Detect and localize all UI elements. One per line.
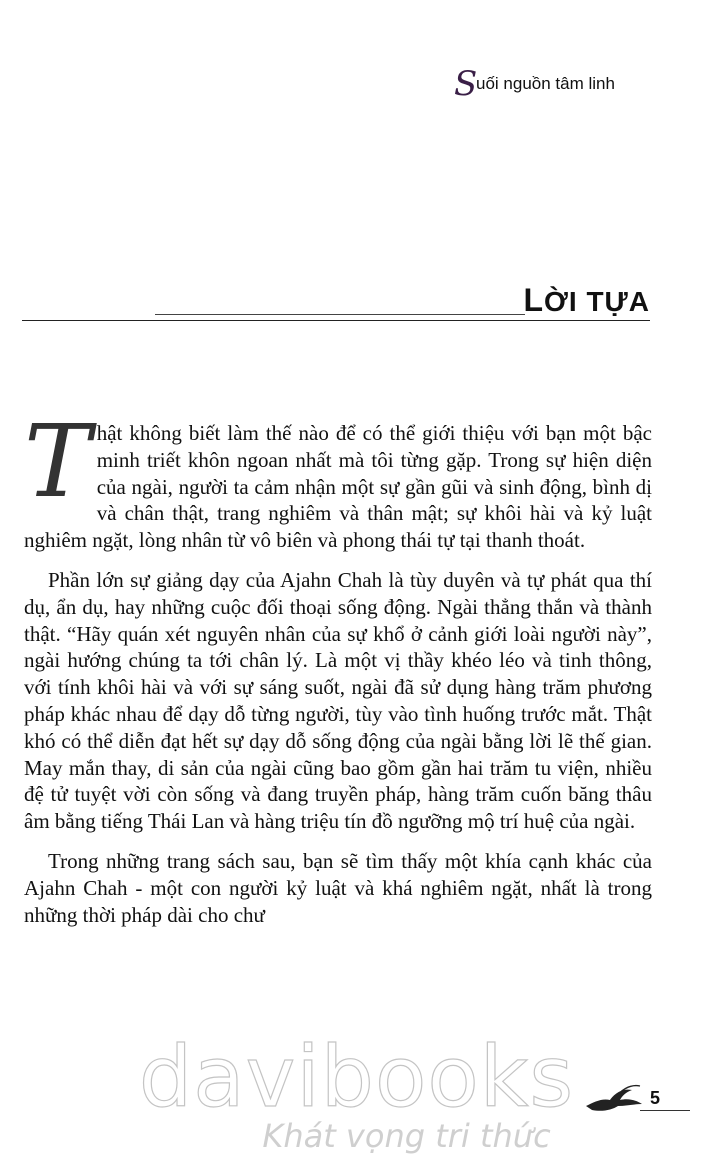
running-header <box>440 64 680 104</box>
section-title-rest: ỜI TỰA <box>544 286 650 317</box>
running-title: uối nguồn tâm linh <box>476 74 615 93</box>
page-number-rule <box>640 1110 690 1111</box>
title-rule-inner <box>155 314 525 315</box>
watermark-brand: davibooks <box>138 1028 575 1126</box>
section-title <box>523 284 650 318</box>
title-rule <box>22 320 650 321</box>
paragraph-1 <box>24 403 652 554</box>
paragraph-2: Phần lớn sự giảng dạy của Ajahn Chah là tùy duyên và tự phát qua thí dụ, ẩn dụ, hay những cuộc đối thoại sống động. Ngài thẳng thắn và thành thật. “Hãy quán xét nguyên nhân của sự khổ ở cảnh giới loài người này”, ngài hướng chúng ta tới chân lý. Là một vị thầy khéo léo và tinh thông, với tính khôi hài và với sự sáng suốt, ngài đã sử dụng hàng trăm phương pháp khác nhau để dạy dỗ từng người, tùy vào tình huống trước mắt. Thật khó có thể diễn đạt hết sự dạy dỗ sống động của ngài bằng lời lẽ thế gian. May mắn thay, di sản của ngài cũng bao gồm gần hai trăm tu viện, nhiều đệ tử tuyệt vời còn sống và đang truyền pháp, hàng trăm cuốn băng thâu âm bằng tiếng Thái Lan và hàng triệu tín đồ ngưỡng mộ trí huệ của ngài. <box>24 567 652 834</box>
section-title-initial: L <box>523 282 544 318</box>
page-number: 5 <box>650 1088 661 1108</box>
ornate-initial: S <box>454 64 478 104</box>
drop-cap: T <box>24 403 91 520</box>
bird-flourish-icon <box>584 1080 644 1114</box>
paragraph-1-text: hật không biết làm thế nào để có thể giới thiệu với bạn một bậc minh triết khôn ngoan nhất mà tôi từng gặp. Trong sự hiện diện của ngài, người ta cảm nhận một sự gần gũi và sinh động, bình dị và chân thật, trang nghiêm và thân mật; sự khôi hài và kỷ luật nghiêm ngặt, lòng nhân từ vô biên và phong thái tự tại thanh thoát. <box>24 421 652 553</box>
paragraph-3: Trong những trang sách sau, bạn sẽ tìm thấy một khía cạnh khác của Ajahn Chah - một con người kỷ luật và khá nghiêm ngặt, nhất là trong những thời pháp dài cho chư <box>24 848 652 927</box>
watermark-tagline: Khát vọng tri thức <box>262 1117 551 1155</box>
body-text <box>24 403 652 941</box>
